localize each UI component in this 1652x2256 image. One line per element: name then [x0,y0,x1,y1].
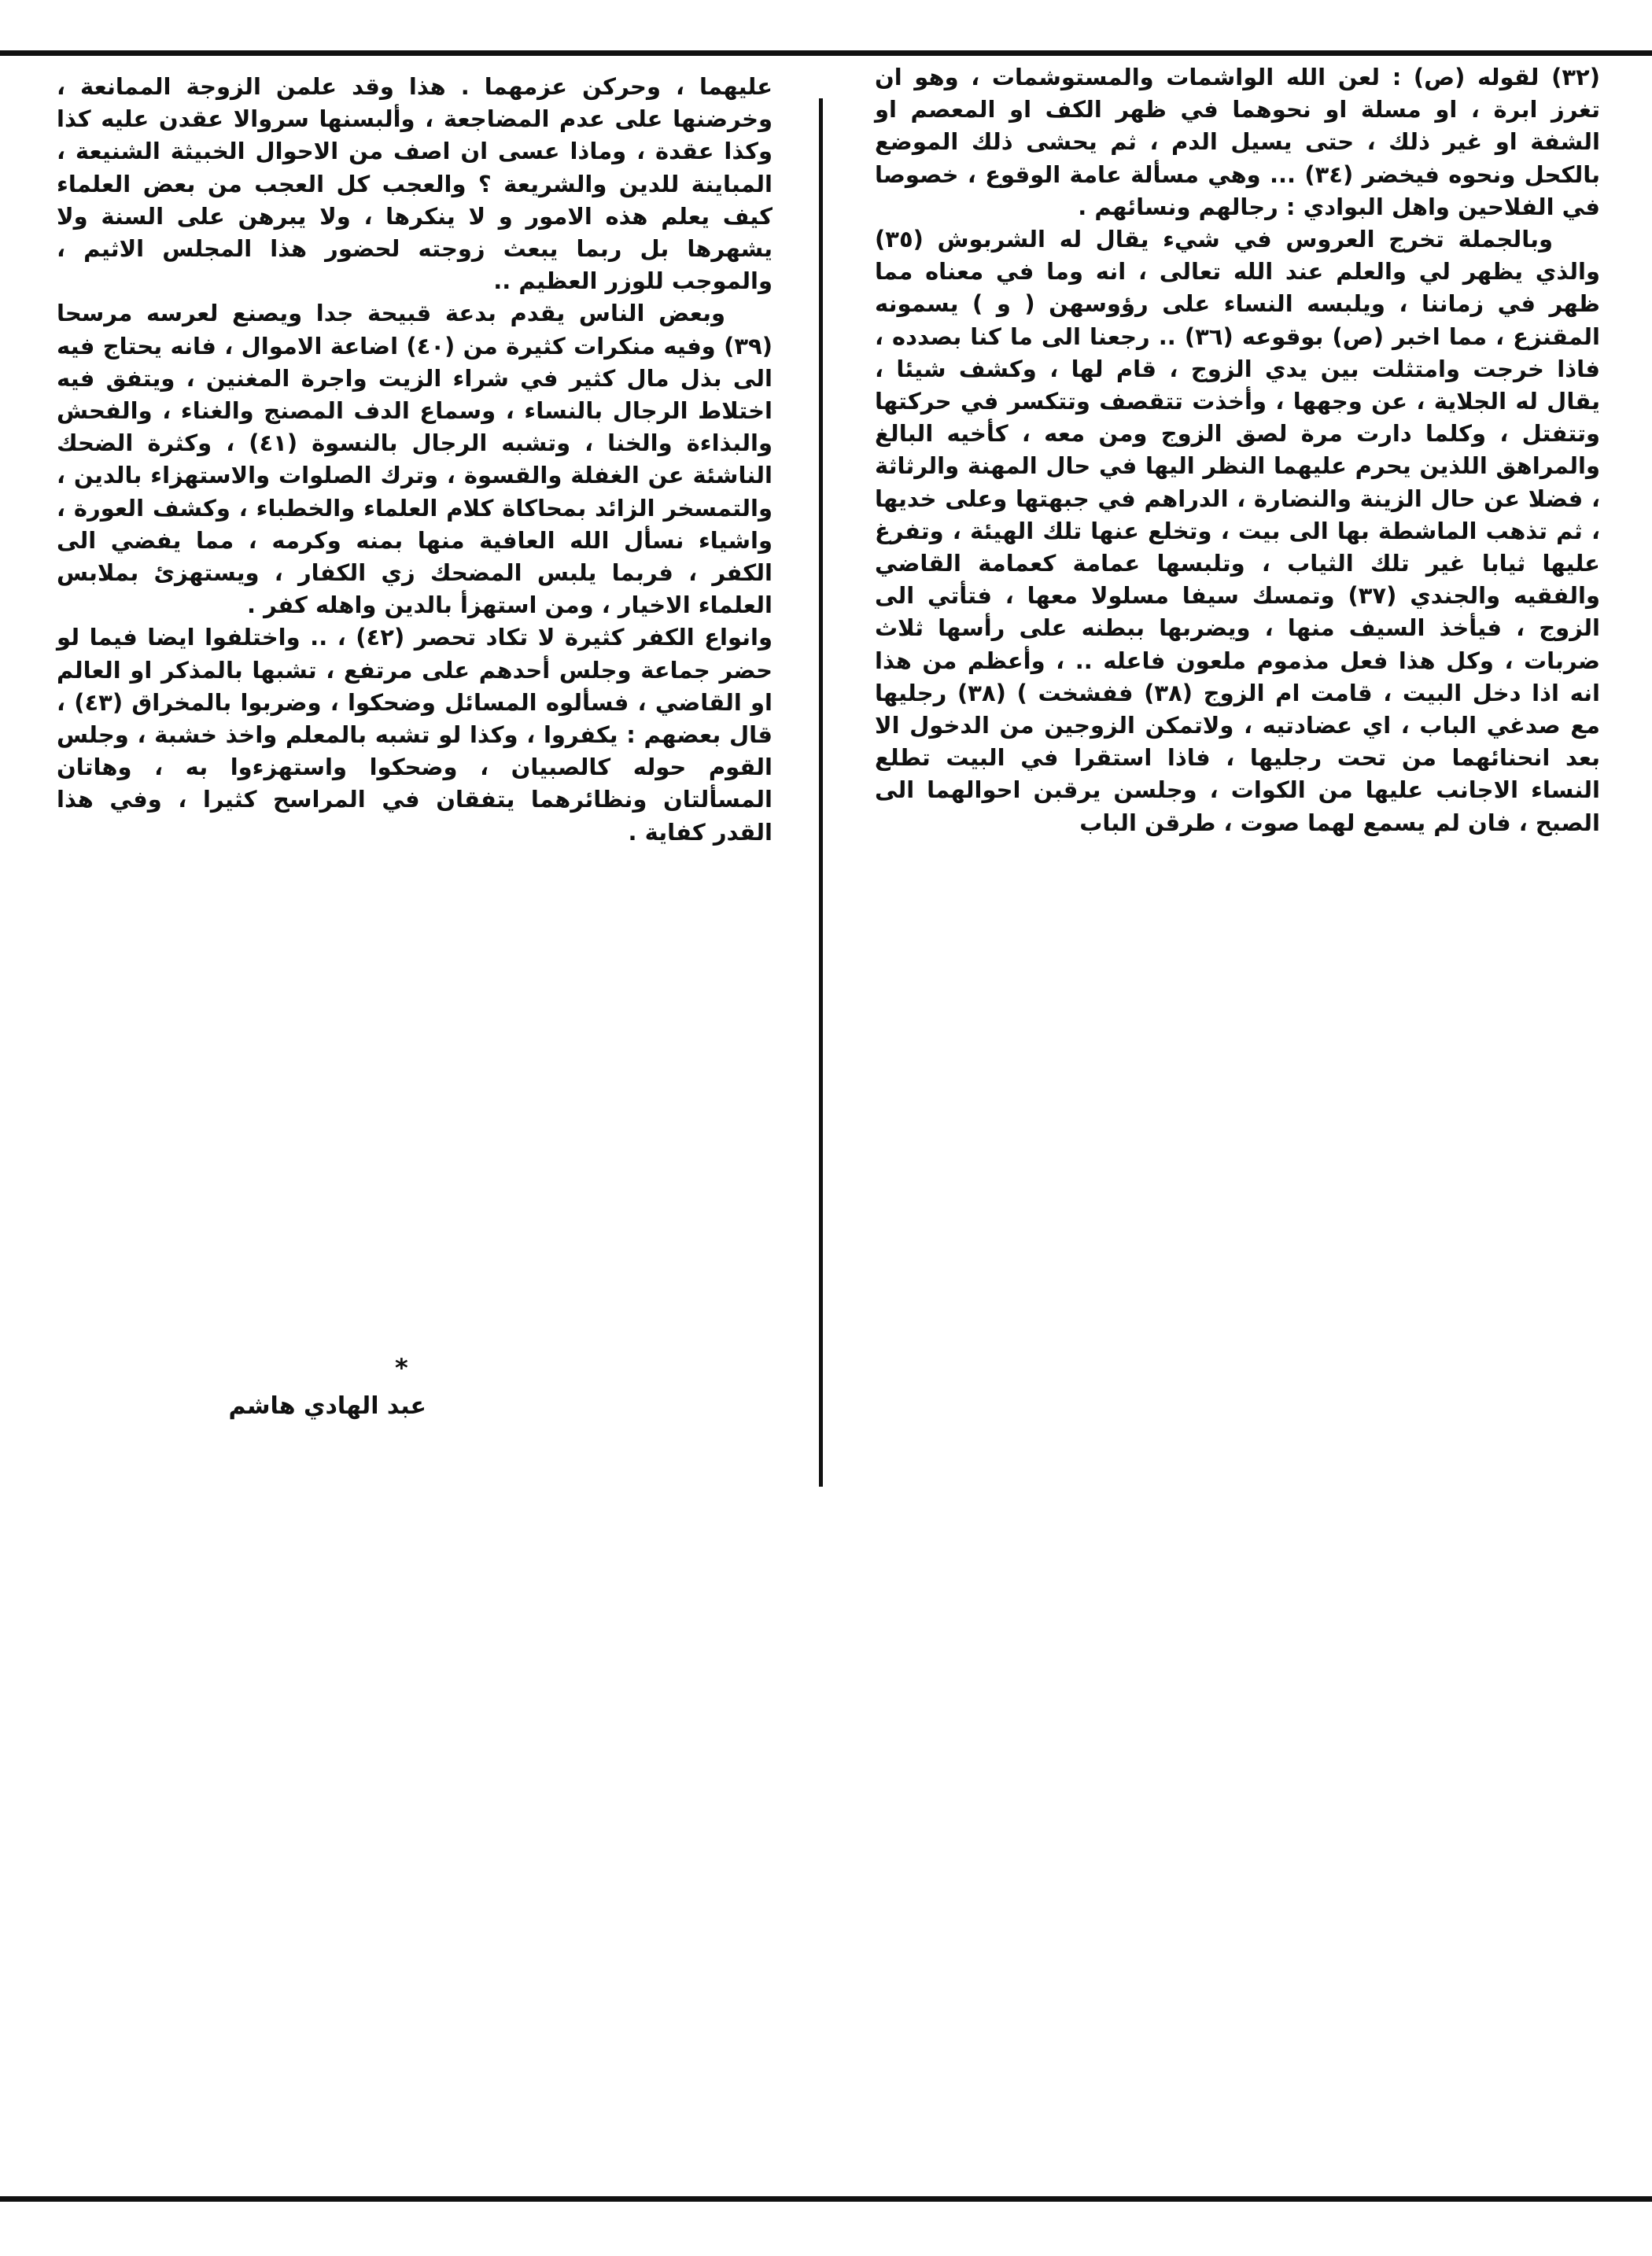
paragraph: وبالجملة تخرج العروس في شيء يقال له الشربوش (٣٥) والذي يظهر لي والعلم عند الله تعالى ، انه وما في معناه مما ظهر في زماننا ، ويلبسه النساء على رؤوسهن ( و ) يسمونه المقنزع ، مما اخبر (ص) بوقوعه (٣٦) .. رجعنا الى ما كنا بصدده ، فاذا خرجت وامتثلت بين يدي الزوج ، قام لها ، وكشف شيئا ، يقال له الجلاية ، عن وجهها ، وأخذت تتقصف وتتكسر في حركتها وتتفتل ، وكلما دارت مرة لصق الزوج ومن معه ، كأخيه البالغ والمراهق اللذين يحرم عليهما النظر اليها في حال المهنة والرثاثة ، فضلا عن حال الزينة والنضارة ، الدراهم في جبهتها وعلى خديها ، ثم تذهب الماشطة بها الى بيت ، وتخلع عنها تلك الهيئة ، وتفرغ عليها ثيابا غير تلك الثياب ، وتلبسها عمامة كعمامة القاضي والفقيه والجندي (٣٧) وتمسك سيفا مسلولا معها ، فتأتي الى الزوج ، فيأخذ السيف منها ، ويضربها ببطنه على رأسها ثلاث ضربات ، وكل هذا فعل مذموم ملعون فاعله .. ، وأعظم من هذا انه اذا دخل البيت ، قامت ام الزوج (٣٨) ففشخت ) (٣٨) رجليها مع صدغي الباب ، اي عضادتيه ، ولاتمكن الزوجين من الدخول الا بعد انحنائهما من تحت رجليها ، فاذا استقرا في البيت تطلع النساء الاجانب عليها من الكوات ، وجلسن يرقبن احوالهما الى الصبح ، فان لم يسمع لهما صوت ، طرقن الباب [875,226,1600,836]
author-signature: عبد الهادي هاشم [228,1392,426,1420]
paragraph: عليهما ، وحركن عزمهما . هذا وقد علمن الزوجة الممانعة ، وخرضنها على عدم المضاجعة ، وألبسنها سروالا عقدن عليه كذا وكذا عقدة ، وماذا عسى ان اصف من الاحوال الخبيثة الشنيعة ، المباينة للدين والشريعة ؟ والعجب كل العجب من بعض العلماء كيف يعلم هذه الامور و لا ينكرها ، ولا يبرهن على السنة ولا يشهرها بل ربما يبعث زوجته لحضور هذا المجلس الاثيم ، والموجب للوزر العظيم .. [57,73,773,295]
top-rule [0,50,1652,56]
left-text-column [57,71,773,849]
paragraph: (٣٢) لقوله (ص) : لعن الله الواشمات والمستوشمات ، وهو ان تغرز ابرة ، او مسلة او نحوهما في ظهر الكف او المعصم او الشفة او غير ذلك ، حتى يسيل الدم ، ثم يحشى ذلك الموضع بالكحل ونحوه فيخضر (٣٤) ... وهي مسألة عامة الوقوع ، خصوصا في الفلاحين واهل البوادي : رجالهم ونسائهم . [875,64,1600,220]
column-divider [819,98,823,1487]
right-text-column [875,61,1600,839]
footnote-asterisk: * [395,1353,408,1383]
paragraph: وانواع الكفر كثيرة لا تكاد تحصر (٤٢) ، .. واختلفوا ايضا فيما لو حضر جماعة وجلس أحدهم على مرتفع ، تشبها بالمذكر او العالم او القاضي ، فسألوه المسائل وضحكوا ، وضربوا بالمخراق (٤٣) ، قال بعضهم : يكفروا ، وكذا لو تشبه بالمعلم واخذ خشبة ، وجلس القوم حوله كالصبيان ، وضحكوا واستهزءوا به ، وهاتان المسألتان ونظائرهما يتفقان في المراسح كثيرا ، وفي هذا القدر كفاية . [57,624,773,846]
paragraph: وبعض الناس يقدم بدعة قبيحة جدا ويصنع لعرسه مرسحا (٣٩) وفيه منكرات كثيرة من (٤٠) اضاعة الاموال ، فانه يحتاج فيه الى بذل مال كثير في شراء الزيت واجرة المغنين ، ويتفق فيه اختلاط الرجال بالنساء ، وسماع الدف المصنج والغناء ، والفحش والبذاءة والخنا ، وتشبه الرجال بالنسوة (٤١) ، وكثرة الضحك الناشئة عن الغفلة والقسوة ، وترك الصلوات والاستهزاء بالدين ، والتمسخر الزائد بمحاكاة كلام العلماء والخطباء ، وكشف العورة ، واشياء نسأل الله العافية منها بمنه وكرمه ، مما يفضي الى الكفر ، فربما يلبس المضحك زي الكفار ، ويستهزئ بملابس العلماء الاخيار ، ومن استهزأ بالدين واهله كفر . [57,300,773,619]
bottom-rule [0,2196,1652,2202]
